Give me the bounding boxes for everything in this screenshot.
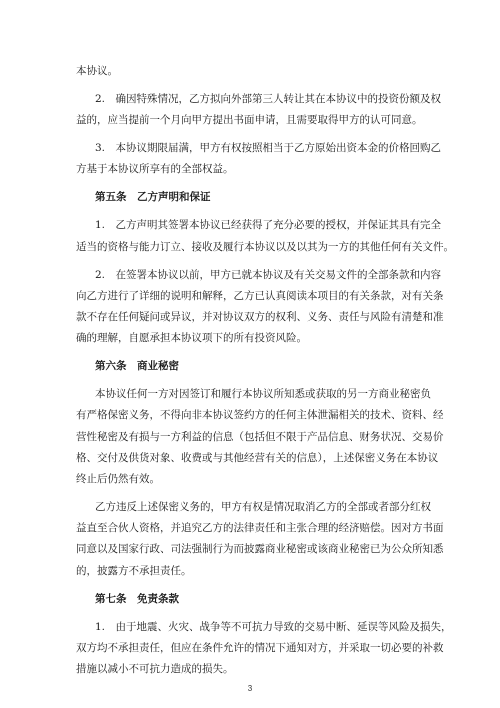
paragraph-line: 确的理解，自愿承担本协议项下的所有投资风险。	[76, 332, 307, 345]
section-heading-article-7: 第七条 免责条款	[95, 592, 179, 605]
clause-item-2: 2. 确因特殊情况，乙方拟向外部第三人转让其在本协议中的投资份额及权	[95, 92, 442, 105]
clause-item-1: 1. 乙方声明其签署本协议已经获得了充分必要的授权，并保证其具有完全	[95, 219, 442, 232]
paragraph-line: 方基于本协议所享有的全部权益。	[76, 163, 234, 176]
paragraph-line: 的，披露方不承担责任。	[76, 564, 192, 577]
paragraph-line: 终止后仍然有效。	[76, 472, 160, 485]
section-heading-article-5: 第五条 乙方声明和保证	[95, 191, 211, 204]
paragraph-line: 益的，应当提前一个月向甲方提出书面申请，且需要取得甲方的认可同意。	[76, 114, 423, 127]
paragraph-line: 格、交付及供货对象、收费或与其他经营有关的信息），上述保密义务在本协议	[76, 451, 439, 464]
paragraph-line: 款不存在任何疑问或异议，并对协议双方的权利、义务、责任与风险有清楚和准	[76, 310, 444, 323]
paragraph-line: 双方均不承担责任，但应在条件允许的情况下通知对方，并采取一切必要的补救	[76, 641, 444, 654]
paragraph-line: 措施以减小不可抗力造成的损失。	[76, 663, 234, 675]
clause-item-2: 2. 在签署本协议以前，甲方已就本协议及有关交易文件的全部条款和内容	[95, 268, 442, 281]
paragraph-line: 适当的资格与能力订立、接收及履行本协议以及以其为一方的其他任何有关文件。	[76, 240, 454, 253]
paragraph-line: 益直至合伙人资格，并追究乙方的法律责任和主张合理的经济赔偿。因对方书面	[76, 522, 444, 535]
paragraph-line: 向乙方进行了详细的说明和解释，乙方已认真阅读本项目的有关条款，对有关条	[76, 289, 444, 302]
paragraph-line: 本协议任何一方对因签订和履行本协议所知悉或获取的另一方商业秘密负	[95, 388, 431, 401]
clause-item-3: 3. 本协议期限届满，甲方有权按照相当于乙方原始出资本金的价格回购乙	[95, 142, 442, 155]
paragraph-line: 营性秘密及有损与一方利益的信息（包括但不限于产品信息、财务状况、交易价	[76, 430, 444, 443]
paragraph-line: 同意以及国家行政、司法强制行为而披露商业秘密或该商业秘密已为公众所知悉	[76, 543, 444, 556]
paragraph-line: 本协议。	[76, 65, 118, 77]
paragraph-line: 有严格保密义务，不得向非本协议签约方的任何主体泄漏相关的技术、资料、经	[76, 409, 444, 422]
page-number: 3	[247, 684, 253, 693]
section-heading-article-6: 第六条 商业秘密	[95, 360, 179, 373]
clause-item-1: 1. 由于地震、火灾、战争等不可抗力导致的交易中断、延误等风险及损失，	[95, 620, 452, 633]
paragraph-line: 乙方违反上述保密义务的，甲方有权是情况取消乙方的全部或者部分红权	[95, 500, 431, 513]
